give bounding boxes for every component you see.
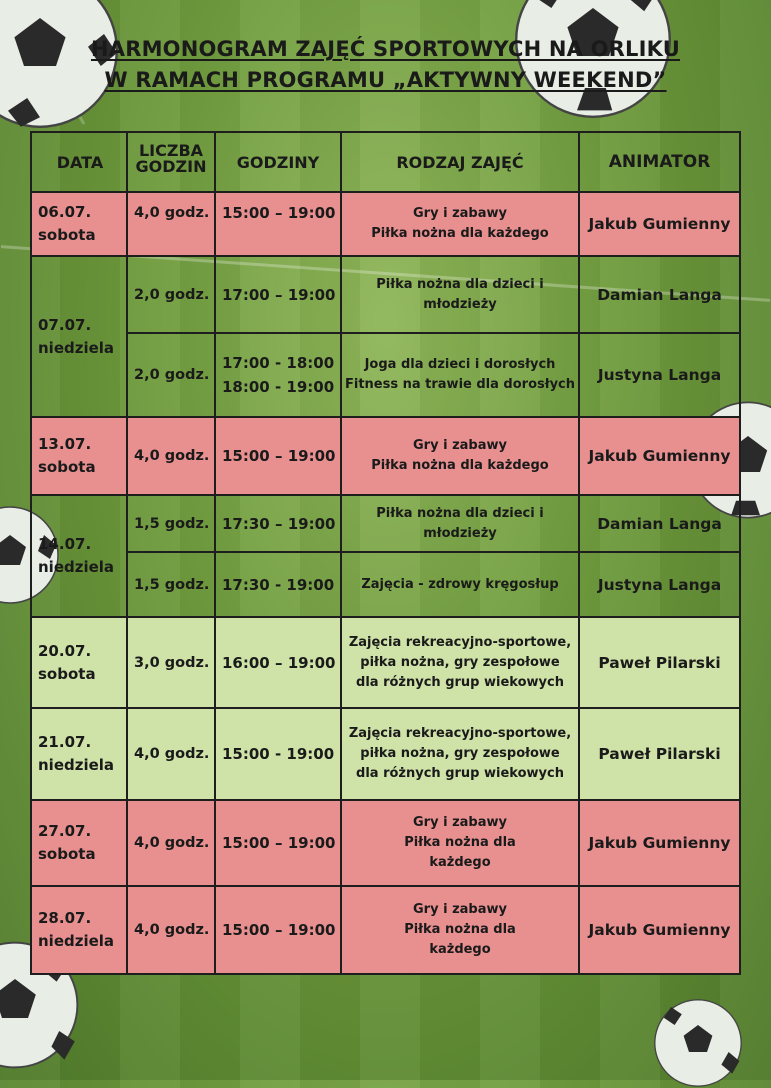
activity-line: Piłka nożna dla każdego [371, 226, 549, 241]
date-cell [31, 886, 127, 974]
activity-cell [341, 417, 579, 495]
activity-line: Piłka nożna dla każdego [371, 458, 549, 473]
title-line-2: W RAMACH PROGRAMU „AKTYWNY WEEKEND” [104, 68, 667, 92]
time-line: 18:00 - 19:00 [222, 378, 335, 396]
activity-line: Gry i zabawy [413, 438, 507, 453]
activity-line: Gry i zabawy [413, 206, 507, 221]
table-row [31, 192, 740, 256]
animator-cell: Damian Langa [579, 495, 740, 552]
time-cell: 15:00 – 19:00 [215, 417, 341, 495]
date-weekday: sobota [38, 226, 96, 244]
activity-line: Piłka nożna dla dzieci i [376, 505, 544, 521]
activity-line: Zajęcia rekreacyjno-sportowe, [348, 634, 572, 650]
date-day: 07.07. [38, 315, 92, 334]
date-weekday: niedziela [38, 756, 115, 774]
animator-cell: Damian Langa [579, 256, 740, 333]
time-cell: 15:00 – 19:00 [215, 800, 341, 886]
time-line: 17:00 - 18:00 [222, 354, 335, 372]
hours-cell: 4,0 godz. [127, 708, 215, 800]
time-cell: 17:00 – 19:00 [215, 256, 341, 333]
hours-cell: 4,0 godz. [127, 192, 215, 256]
activity-cell [341, 333, 579, 417]
header-date: DATA [31, 132, 127, 192]
date-weekday: niedziela [38, 932, 115, 950]
time-cell: 16:00 – 19:00 [215, 617, 341, 708]
activity-line: Zajęcia - zdrowy kręgosłup [361, 576, 559, 592]
animator-cell: Jakub Gumienny [579, 886, 740, 974]
activity-line: każdego [429, 855, 491, 870]
table-row [31, 800, 740, 886]
activity-cell [341, 800, 579, 886]
page-title [0, 34, 771, 96]
date-cell [31, 417, 127, 495]
time-cell: 15:00 – 19:00 [215, 886, 341, 974]
table-row [31, 886, 740, 974]
hours-cell: 4,0 godz. [127, 417, 215, 495]
date-day: 28.07. [38, 909, 92, 927]
header-hours-count [127, 132, 215, 192]
time-cell: 17:30 - 19:00 [215, 552, 341, 617]
table-row [31, 333, 740, 417]
date-weekday: niedziela [38, 338, 115, 357]
activity-line: Piłka nożna dla dzieci i [376, 276, 544, 292]
animator-cell: Justyna Langa [579, 333, 740, 417]
date-day: 21.07. [38, 733, 92, 751]
activity-cell [341, 617, 579, 708]
date-cell [31, 192, 127, 256]
date-weekday: sobota [38, 664, 96, 683]
hours-cell: 1,5 godz. [127, 552, 215, 617]
activity-line: Fitness na trawie dla dorosłych [344, 377, 576, 392]
activity-cell [341, 886, 579, 974]
header-activity: RODZAJ ZAJĘĆ [341, 132, 579, 192]
hours-cell: 1,5 godz. [127, 495, 215, 552]
animator-cell: Jakub Gumienny [579, 417, 740, 495]
date-cell [31, 495, 127, 617]
table-row [31, 256, 740, 333]
table-row [31, 552, 740, 617]
time-cell: 15:00 – 19:00 [215, 192, 341, 256]
date-day: 06.07. [38, 203, 92, 221]
activity-line: dla różnych grup wiekowych [356, 766, 564, 781]
activity-line: Gry i zabawy [413, 815, 507, 830]
activity-cell [341, 192, 579, 256]
date-cell [31, 256, 127, 417]
hours-cell: 4,0 godz. [127, 800, 215, 886]
activity-cell [341, 708, 579, 800]
animator-cell: Paweł Pilarski [579, 617, 740, 708]
animator-cell: Justyna Langa [579, 552, 740, 617]
animator-cell: Paweł Pilarski [579, 708, 740, 800]
table-row [31, 417, 740, 495]
hours-cell: 4,0 godz. [127, 886, 215, 974]
hours-cell: 2,0 godz. [127, 256, 215, 333]
activity-line: młodzieży [423, 525, 497, 541]
time-cell: 17:30 – 19:00 [215, 495, 341, 552]
date-weekday: sobota [38, 845, 96, 863]
animator-cell: Jakub Gumienny [579, 192, 740, 256]
hours-cell: 3,0 godz. [127, 617, 215, 708]
date-weekday: sobota [38, 458, 96, 476]
date-day: 20.07. [38, 641, 92, 660]
soccer-ball-icon [653, 998, 743, 1088]
activity-line: piłka nożna, gry zespołowe [360, 654, 560, 670]
table-row [31, 617, 740, 708]
activity-line: piłka nożna, gry zespołowe [360, 746, 560, 761]
activity-line: dla różnych grup wiekowych [356, 674, 564, 690]
title-line-1: HARMONOGRAM ZAJĘĆ SPORTOWYCH NA ORLIKU [90, 37, 680, 61]
header-hours-line1: LICZBA [138, 141, 204, 160]
header-animator: ANIMATOR [579, 132, 740, 192]
activity-cell [341, 495, 579, 552]
date-day: 14.07. [38, 535, 92, 553]
date-cell [31, 800, 127, 886]
activity-line: każdego [429, 942, 491, 957]
activity-line: Piłka nożna dla [404, 922, 516, 937]
time-cell: 15:00 - 19:00 [215, 708, 341, 800]
date-cell [31, 708, 127, 800]
date-day: 13.07. [38, 435, 92, 453]
hours-cell: 2,0 godz. [127, 333, 215, 417]
schedule-table [30, 131, 741, 975]
table-row [31, 708, 740, 800]
table-header-row [31, 132, 740, 192]
activity-line: Joga dla dzieci i dorosłych [364, 357, 556, 372]
date-weekday: niedziela [38, 558, 115, 576]
activity-cell [341, 256, 579, 333]
header-time: GODZINY [215, 132, 341, 192]
table-row [31, 495, 740, 552]
header-hours-line2: GODZIN [135, 157, 207, 176]
activity-line: Zajęcia rekreacyjno-sportowe, [348, 726, 572, 741]
activity-line: młodzieży [423, 296, 497, 312]
activity-cell [341, 552, 579, 617]
activity-line: Piłka nożna dla [404, 835, 516, 850]
time-cell [215, 333, 341, 417]
date-day: 27.07. [38, 822, 92, 840]
activity-line: Gry i zabawy [413, 902, 507, 917]
animator-cell: Jakub Gumienny [579, 800, 740, 886]
date-cell [31, 617, 127, 708]
